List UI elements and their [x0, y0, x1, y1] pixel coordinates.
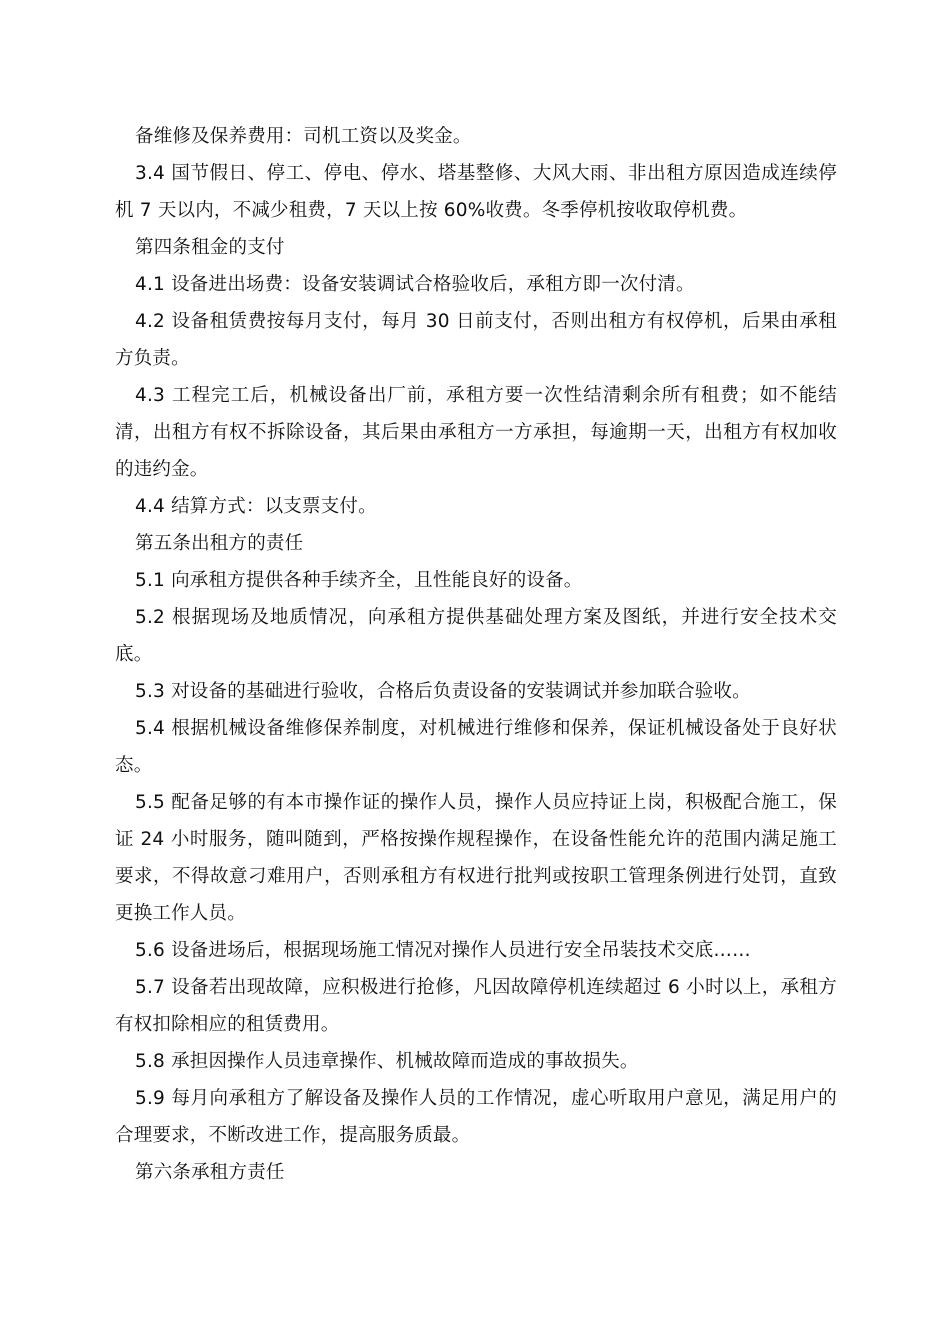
- paragraph-5-8: 5.8 承担因操作人员违章操作、机械故障而造成的事故损失。: [135, 1051, 639, 1072]
- document-body: [115, 118, 837, 1191]
- heading-article-5: 第五条出租方的责任: [135, 533, 304, 554]
- paragraph-5-3: 5.3 对设备的基础进行验收，合格后负责设备的安装调试并参加联合验收。: [135, 681, 751, 702]
- heading-article-6: 第六条承租方责任: [135, 1162, 285, 1183]
- paragraph-4-2: 4.2 设备租赁费按每月支付，每月 30 日前支付，否则出租方有权停机，后果由承租方负责。: [115, 311, 837, 369]
- paragraph-maintenance-costs: 备维修及保养费用：司机工资以及奖金。: [135, 126, 472, 147]
- paragraph-4-4: 4.4 结算方式：以支票支付。: [135, 496, 377, 517]
- heading-article-4: 第四条租金的支付: [135, 237, 285, 258]
- paragraph-3-4: 3.4 国节假日、停工、停电、停水、塔基整修、大风大雨、非出租方原因造成连续停机 7 天以内，不减少租费，7 天以上按 60%收费。冬季停机按收取停机费。: [115, 163, 837, 221]
- paragraph-4-3: 4.3 工程完工后，机械设备出厂前，承租方要一次性结清剩余所有租费；如不能结清，出租方有权不拆除设备，其后果由承租方一方承担，每逾期一天，出租方有权加收的违约金。: [115, 385, 837, 480]
- paragraph-5-4: 5.4 根据机械设备维修保养制度，对机械进行维修和保养，保证机械设备处于良好状态。: [115, 718, 837, 776]
- paragraph-5-5: 5.5 配备足够的有本市操作证的操作人员，操作人员应持证上岗，积极配合施工，保证 24 小时服务，随叫随到，严格按操作规程操作，在设备性能允许的范围内满足施工要求，不得故意刁难用户，否则承租方有权进行批判或按职工管理条例进行处罚，直致更换工作人员。: [115, 792, 837, 924]
- paragraph-5-9: 5.9 每月向承租方了解设备及操作人员的工作情况，虚心听取用户意见，满足用户的合理要求，不断改进工作，提高服务质最。: [115, 1088, 837, 1146]
- paragraph-5-2: 5.2 根据现场及地质情况，向承租方提供基础处理方案及图纸，并进行安全技术交底。: [115, 607, 837, 665]
- paragraph-4-1: 4.1 设备进出场费：设备安装调试合格验收后，承租方即一次付清。: [135, 274, 695, 295]
- paragraph-5-6: 5.6 设备进场后，根据现场施工情况对操作人员进行安全吊装技术交底……: [135, 940, 751, 961]
- paragraph-5-1: 5.1 向承租方提供各种手续齐全，且性能良好的设备。: [135, 570, 583, 591]
- paragraph-5-7: 5.7 设备若出现故障，应积极进行抢修，凡因故障停机连续超过 6 小时以上，承租方有权扣除相应的租赁费用。: [115, 977, 837, 1035]
